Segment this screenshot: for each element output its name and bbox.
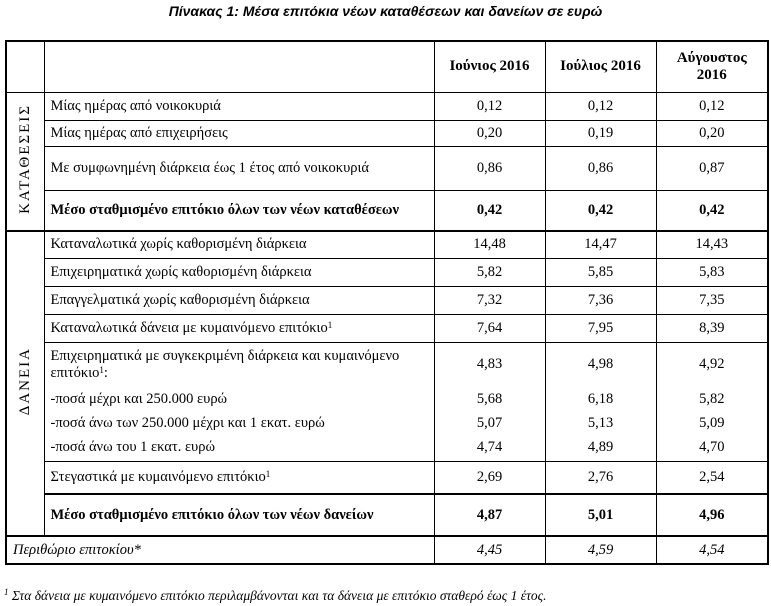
row-label: -ποσά άνω των 250.000 μέχρι και 1 εκατ. ευρώ: [44, 411, 434, 435]
row-label: Μέσο σταθμισμένο επιτόκιο όλων των νέων καταθέσεων: [44, 190, 434, 231]
row-label: -ποσά άνω του 1 εκατ. ευρώ: [44, 435, 434, 461]
row-label: Καταναλωτικά χωρίς καθορισμένη διάρκεια: [44, 231, 434, 258]
footnote: [4, 587, 764, 604]
value-august: 7,35: [656, 286, 768, 314]
value-august: 2,54: [656, 461, 768, 494]
table-row: [6, 314, 768, 342]
table-row: [6, 258, 768, 286]
loans-total-row: [6, 494, 768, 536]
value-august: 4,54: [656, 536, 768, 564]
interest-margin-row: [6, 536, 768, 564]
row-label: Περιθώριο επιτοκίου*: [6, 536, 434, 564]
housing-loans-row: [6, 461, 768, 494]
value-august: 0,42: [656, 190, 768, 231]
footnote-marker: 1: [99, 364, 104, 375]
table-row: [6, 286, 768, 314]
loans-section-label: ΔΑΝΕΙΑ: [6, 231, 44, 536]
value-june: 4,83: [434, 342, 545, 387]
row-label: -ποσά μέχρι και 250.000 ευρώ: [44, 387, 434, 411]
footnote-marker: 1: [327, 319, 333, 330]
business-loans-row: [6, 342, 768, 387]
footnote-marker: 1: [4, 587, 9, 597]
row-label: [44, 314, 434, 342]
value-july: 0,12: [545, 92, 656, 120]
value-august: 5,09: [656, 411, 768, 435]
value-august: 8,39: [656, 314, 768, 342]
row-label: Επαγγελματικά χωρίς καθορισμένη διάρκεια: [44, 286, 434, 314]
footnote-text: Στα δάνεια με κυμαινόμενο επιτόκιο περιλαμβάνονται και τα δάνεια με επιτόκιο σταθερό έως 1 έτος.: [11, 588, 547, 603]
value-june: 4,87: [434, 494, 545, 536]
value-july: 4,89: [545, 435, 656, 461]
value-august: 0,12: [656, 92, 768, 120]
table-row: [6, 146, 768, 190]
value-june: 7,64: [434, 314, 545, 342]
value-july: 5,13: [545, 411, 656, 435]
value-june: 14,48: [434, 231, 545, 258]
table-row: [6, 92, 768, 120]
header-empty: [44, 41, 434, 92]
deposits-section-label: ΚΑΤΑΘΕΣΕΙΣ: [6, 92, 44, 231]
value-august: 4,92: [656, 342, 768, 387]
value-july: 0,86: [545, 146, 656, 190]
value-june: 4,45: [434, 536, 545, 564]
row-label-suffix: :: [103, 364, 108, 381]
value-july: 4,98: [545, 342, 656, 387]
value-august: 5,82: [656, 387, 768, 411]
row-label-text: Στεγαστικά με κυμαινόμενο επιτόκιο: [50, 468, 266, 485]
table-title: Πίνακας 1: Μέσα επιτόκια νέων καταθέσεων και δανείων σε ευρώ: [168, 3, 603, 19]
row-label: [44, 342, 434, 387]
value-july: 7,95: [545, 314, 656, 342]
row-label: Μίας ημέρας από επιχειρήσεις: [44, 120, 434, 146]
deposits-total-row: [6, 190, 768, 231]
value-august: 0,20: [656, 120, 768, 146]
header-june: Ιούνιος 2016: [434, 41, 545, 92]
value-july: 2,76: [545, 461, 656, 494]
table-header-row: [6, 41, 768, 92]
value-july: 4,59: [545, 536, 656, 564]
value-july: 14,47: [545, 231, 656, 258]
header-july: Ιούλιος 2016: [545, 41, 656, 92]
value-august: 4,96: [656, 494, 768, 536]
value-july: 7,36: [545, 286, 656, 314]
value-june: 0,42: [434, 190, 545, 231]
value-july: 0,42: [545, 190, 656, 231]
header-august: Αύγουστος 2016: [656, 41, 768, 92]
row-label-text: Επιχειρηματικά με συγκεκριμένη διάρκεια και κυμαινόμενο επιτόκιο: [50, 347, 400, 381]
table-row: [6, 231, 768, 258]
value-june: 0,20: [434, 120, 545, 146]
header-corner: [6, 41, 44, 92]
value-june: 0,12: [434, 92, 545, 120]
value-july: 5,01: [545, 494, 656, 536]
value-june: 2,69: [434, 461, 545, 494]
row-label: Με συμφωνημένη διάρκεια έως 1 έτος από νοικοκυριά: [44, 146, 434, 190]
value-august: 4,70: [656, 435, 768, 461]
row-label: Μέσο σταθμισμένο επιτόκιο όλων των νέων δανείων: [44, 494, 434, 536]
value-august: 0,87: [656, 146, 768, 190]
row-label: [44, 461, 434, 494]
business-subrow: [6, 435, 768, 461]
value-july: 0,19: [545, 120, 656, 146]
row-label-text: Καταναλωτικά δάνεια με κυμαινόμενο επιτόκιο: [50, 319, 328, 336]
interest-rates-table: [5, 40, 769, 565]
business-subrow: [6, 387, 768, 411]
row-label: Μίας ημέρας από νοικοκυριά: [44, 92, 434, 120]
table-row: [6, 120, 768, 146]
value-june: 5,07: [434, 411, 545, 435]
value-june: 4,74: [434, 435, 545, 461]
business-subrow: [6, 411, 768, 435]
value-july: 6,18: [545, 387, 656, 411]
value-august: 5,83: [656, 258, 768, 286]
row-label: Επιχειρηματικά χωρίς καθορισμένη διάρκεια: [44, 258, 434, 286]
value-august: 14,43: [656, 231, 768, 258]
value-june: 5,68: [434, 387, 545, 411]
value-july: 5,85: [545, 258, 656, 286]
value-june: 7,32: [434, 286, 545, 314]
footnote-marker: 1: [265, 468, 271, 479]
value-june: 0,86: [434, 146, 545, 190]
value-june: 5,82: [434, 258, 545, 286]
